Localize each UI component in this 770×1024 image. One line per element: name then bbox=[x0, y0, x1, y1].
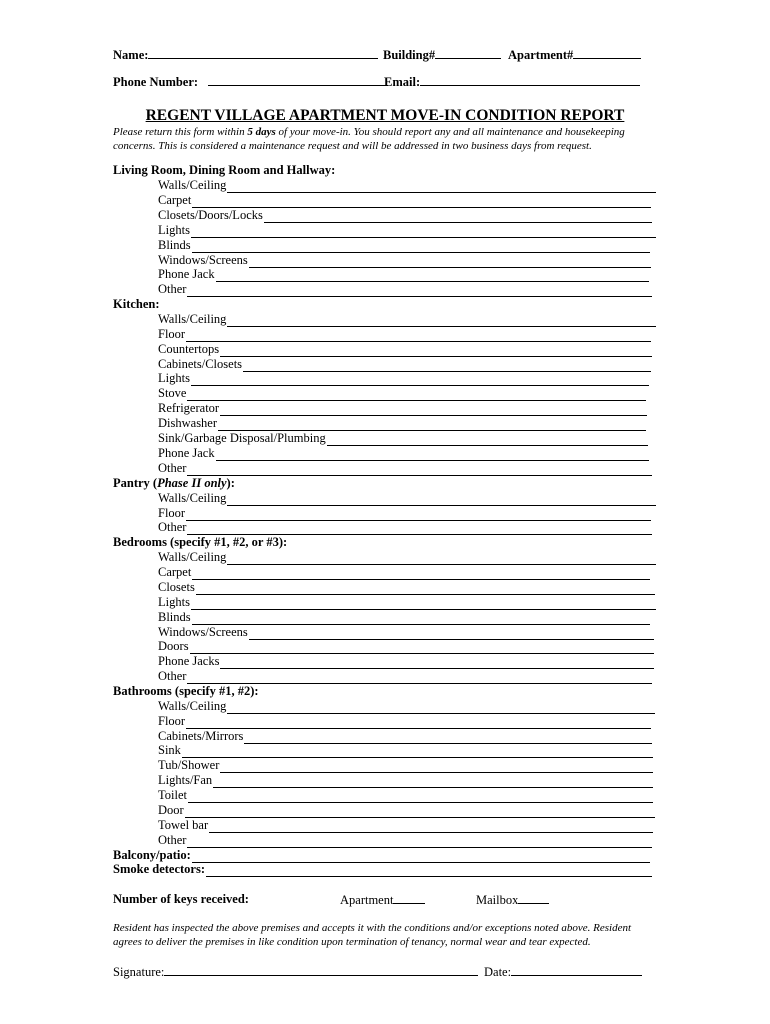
item-bath-walls[interactable] bbox=[158, 699, 655, 714]
email-blank[interactable] bbox=[420, 74, 640, 86]
keys-mailbox-field[interactable] bbox=[476, 892, 549, 908]
item-label: Walls/Ceiling bbox=[158, 312, 227, 326]
balcony-label: Balcony/patio: bbox=[113, 848, 191, 862]
name-field[interactable] bbox=[113, 47, 378, 63]
item-bath-cabinets[interactable] bbox=[158, 729, 652, 744]
item-living-walls[interactable] bbox=[158, 178, 656, 193]
item-blank[interactable] bbox=[192, 196, 651, 208]
item-label: Other bbox=[158, 833, 187, 847]
section-heading-pantry bbox=[113, 476, 235, 491]
item-living-lights[interactable] bbox=[158, 223, 656, 238]
pantry-heading-italic: Phase II only bbox=[157, 476, 227, 490]
item-kitchen-sink[interactable] bbox=[158, 431, 648, 446]
item-label: Towel bar bbox=[158, 818, 209, 832]
item-bedroom-walls[interactable] bbox=[158, 550, 656, 565]
item-label: Walls/Ceiling bbox=[158, 550, 227, 564]
item-bath-lights[interactable] bbox=[158, 773, 653, 788]
item-blank[interactable] bbox=[182, 746, 653, 758]
keys-label: Number of keys received: bbox=[113, 892, 249, 906]
keys-apartment-label: Apartment bbox=[340, 893, 394, 907]
pantry-heading-pre: Pantry ( bbox=[113, 476, 158, 490]
section-heading-bathrooms: Bathrooms (specify #1, #2): bbox=[113, 684, 259, 698]
item-blank[interactable] bbox=[209, 821, 653, 833]
item-bath-tub[interactable] bbox=[158, 758, 653, 773]
item-blank[interactable] bbox=[186, 330, 651, 342]
item-label: Walls/Ceiling bbox=[158, 699, 227, 713]
item-blank[interactable] bbox=[190, 642, 654, 654]
item-kitchen-floor[interactable] bbox=[158, 327, 651, 342]
item-living-windows[interactable] bbox=[158, 253, 651, 268]
item-label: Phone Jacks bbox=[158, 654, 220, 668]
item-blank[interactable] bbox=[220, 345, 652, 357]
item-blank[interactable] bbox=[185, 806, 655, 818]
intro-part2: of your move-in. You should report any and all maintenance and housekeeping concerns. This is considered a maintenance request and will be addressed in two business days from request. bbox=[113, 126, 625, 152]
item-kitchen-walls[interactable] bbox=[158, 312, 656, 327]
apartment-blank[interactable] bbox=[573, 47, 641, 59]
item-label: Other bbox=[158, 669, 187, 683]
item-blank[interactable] bbox=[220, 404, 647, 416]
item-bath-sink[interactable] bbox=[158, 743, 653, 758]
item-bedroom-phone[interactable] bbox=[158, 654, 654, 669]
item-label: Lights bbox=[158, 595, 190, 609]
item-living-blinds[interactable] bbox=[158, 238, 650, 253]
item-label: Floor bbox=[158, 506, 186, 520]
item-label: Walls/Ceiling bbox=[158, 491, 227, 505]
item-blank[interactable] bbox=[227, 181, 656, 193]
item-label: Doors bbox=[158, 639, 189, 653]
item-blank[interactable] bbox=[187, 464, 652, 476]
item-blank[interactable] bbox=[188, 791, 653, 803]
item-blank[interactable] bbox=[192, 241, 650, 253]
item-kitchen-stove[interactable] bbox=[158, 386, 646, 401]
item-label: Door bbox=[158, 803, 184, 817]
item-kitchen-other[interactable] bbox=[158, 461, 652, 476]
item-bedroom-carpet[interactable] bbox=[158, 565, 650, 580]
item-kitchen-countertops[interactable] bbox=[158, 342, 652, 357]
item-label: Blinds bbox=[158, 610, 191, 624]
item-living-other[interactable] bbox=[158, 282, 652, 297]
item-label: Refrigerator bbox=[158, 401, 220, 415]
smoke-label: Smoke detectors: bbox=[113, 862, 205, 876]
phone-label: Phone Number: bbox=[113, 75, 199, 89]
intro-paragraph bbox=[113, 125, 658, 153]
item-label: Other bbox=[158, 282, 187, 296]
item-blank[interactable] bbox=[213, 776, 653, 788]
item-bedroom-doors[interactable] bbox=[158, 639, 654, 654]
item-blank[interactable] bbox=[192, 613, 650, 625]
item-blank[interactable] bbox=[187, 285, 652, 297]
item-living-phone[interactable] bbox=[158, 267, 649, 282]
item-living-closets[interactable] bbox=[158, 208, 652, 223]
intro-part1: Please return this form within bbox=[113, 126, 248, 138]
item-label: Windows/Screens bbox=[158, 253, 248, 267]
item-label: Tub/Shower bbox=[158, 758, 220, 772]
item-label: Sink/Garbage Disposal/Plumbing bbox=[158, 431, 326, 445]
item-label: Floor bbox=[158, 714, 186, 728]
item-blank[interactable] bbox=[187, 389, 646, 401]
item-blank[interactable] bbox=[227, 553, 656, 565]
building-blank[interactable] bbox=[435, 47, 501, 59]
item-blank[interactable] bbox=[216, 449, 649, 461]
smoke-detectors-field[interactable] bbox=[113, 862, 652, 877]
item-blank[interactable] bbox=[196, 583, 655, 595]
item-label: Cabinets/Mirrors bbox=[158, 729, 244, 743]
item-bedroom-windows[interactable] bbox=[158, 625, 654, 640]
apartment-field[interactable] bbox=[508, 47, 641, 63]
item-blank[interactable] bbox=[191, 226, 656, 238]
item-label: Lights bbox=[158, 223, 190, 237]
intro-bold: 5 days bbox=[247, 126, 276, 138]
item-kitchen-phone[interactable] bbox=[158, 446, 649, 461]
item-label: Carpet bbox=[158, 193, 192, 207]
date-field[interactable] bbox=[484, 964, 642, 980]
item-pantry-walls[interactable] bbox=[158, 491, 656, 506]
item-blank[interactable] bbox=[187, 836, 652, 848]
apartment-label: Apartment# bbox=[508, 48, 574, 62]
smoke-blank[interactable] bbox=[206, 865, 652, 877]
phone-blank[interactable] bbox=[208, 74, 388, 86]
item-label: Other bbox=[158, 520, 187, 534]
item-blank[interactable] bbox=[264, 211, 652, 223]
item-kitchen-refrigerator[interactable] bbox=[158, 401, 647, 416]
item-blank[interactable] bbox=[216, 270, 649, 282]
item-blank[interactable] bbox=[187, 672, 652, 684]
phone-field[interactable] bbox=[113, 74, 388, 90]
item-bath-door[interactable] bbox=[158, 803, 655, 818]
item-label: Countertops bbox=[158, 342, 220, 356]
page-title: REGENT VILLAGE APARTMENT MOVE-IN CONDITION REPORT bbox=[145, 107, 625, 124]
item-label: Phone Jack bbox=[158, 267, 215, 281]
item-bedroom-closets[interactable] bbox=[158, 580, 655, 595]
item-label: Cabinets/Closets bbox=[158, 357, 243, 371]
item-label: Lights bbox=[158, 371, 190, 385]
item-label: Lights/Fan bbox=[158, 773, 213, 787]
pantry-heading-post: ): bbox=[226, 476, 235, 490]
item-label: Toilet bbox=[158, 788, 187, 802]
keys-apartment-field[interactable] bbox=[340, 892, 425, 908]
date-blank[interactable] bbox=[511, 964, 642, 976]
item-bath-other[interactable] bbox=[158, 833, 652, 848]
item-label: Closets bbox=[158, 580, 195, 594]
item-label: Floor bbox=[158, 327, 186, 341]
item-label: Closets/Doors/Locks bbox=[158, 208, 263, 222]
building-field[interactable] bbox=[383, 47, 501, 63]
item-label: Phone Jack bbox=[158, 446, 215, 460]
item-blank[interactable] bbox=[191, 598, 656, 610]
item-bedroom-other[interactable] bbox=[158, 669, 652, 684]
date-label: Date: bbox=[484, 965, 512, 979]
item-kitchen-lights[interactable] bbox=[158, 371, 649, 386]
email-field[interactable] bbox=[384, 74, 640, 90]
section-heading-living: Living Room, Dining Room and Hallway: bbox=[113, 163, 336, 177]
item-label: Stove bbox=[158, 386, 187, 400]
item-bedroom-blinds[interactable] bbox=[158, 610, 650, 625]
email-label: Email: bbox=[384, 75, 421, 89]
item-bath-toilet[interactable] bbox=[158, 788, 653, 803]
item-label: Dishwasher bbox=[158, 416, 218, 430]
item-blank[interactable] bbox=[218, 419, 646, 431]
keys-mailbox-label: Mailbox bbox=[476, 893, 519, 907]
item-kitchen-dishwasher[interactable] bbox=[158, 416, 646, 431]
name-label: Name: bbox=[113, 48, 149, 62]
item-bath-towel[interactable] bbox=[158, 818, 653, 833]
item-label: Windows/Screens bbox=[158, 625, 248, 639]
name-blank[interactable] bbox=[148, 47, 378, 59]
item-label: Other bbox=[158, 461, 187, 475]
item-blank[interactable] bbox=[327, 434, 648, 446]
item-blank[interactable] bbox=[187, 523, 652, 535]
signature-field[interactable] bbox=[113, 964, 478, 980]
item-blank[interactable] bbox=[227, 702, 655, 714]
section-heading-bedrooms: Bedrooms (specify #1, #2, or #3): bbox=[113, 535, 288, 549]
signature-label: Signature: bbox=[113, 965, 165, 979]
item-blank[interactable] bbox=[192, 568, 650, 580]
closing-paragraph: Resident has inspected the above premises and accepts it with the conditions and/or exceptions noted above. Resident agrees to deliver the premises in like condition upon termination of tenancy, normal wear and tear expected. bbox=[113, 922, 632, 948]
building-label: Building# bbox=[383, 48, 436, 62]
item-bath-floor[interactable] bbox=[158, 714, 651, 729]
item-blank[interactable] bbox=[227, 494, 656, 506]
item-pantry-other[interactable] bbox=[158, 520, 652, 535]
item-blank[interactable] bbox=[227, 315, 656, 327]
signature-blank[interactable] bbox=[164, 964, 478, 976]
item-blank[interactable] bbox=[220, 761, 653, 773]
keys-apartment-blank[interactable] bbox=[393, 892, 425, 904]
item-living-carpet[interactable] bbox=[158, 193, 651, 208]
item-label: Sink bbox=[158, 743, 181, 757]
item-label: Walls/Ceiling bbox=[158, 178, 227, 192]
section-heading-kitchen: Kitchen: bbox=[113, 297, 160, 311]
keys-mailbox-blank[interactable] bbox=[518, 892, 549, 904]
balcony-field[interactable] bbox=[113, 848, 650, 863]
item-label: Blinds bbox=[158, 238, 191, 252]
item-bedroom-lights[interactable] bbox=[158, 595, 656, 610]
item-blank[interactable] bbox=[186, 717, 651, 729]
item-blank[interactable] bbox=[191, 374, 649, 386]
item-kitchen-cabinets[interactable] bbox=[158, 357, 651, 372]
item-label: Carpet bbox=[158, 565, 192, 579]
item-pantry-floor[interactable] bbox=[158, 506, 651, 521]
item-blank[interactable] bbox=[220, 657, 654, 669]
